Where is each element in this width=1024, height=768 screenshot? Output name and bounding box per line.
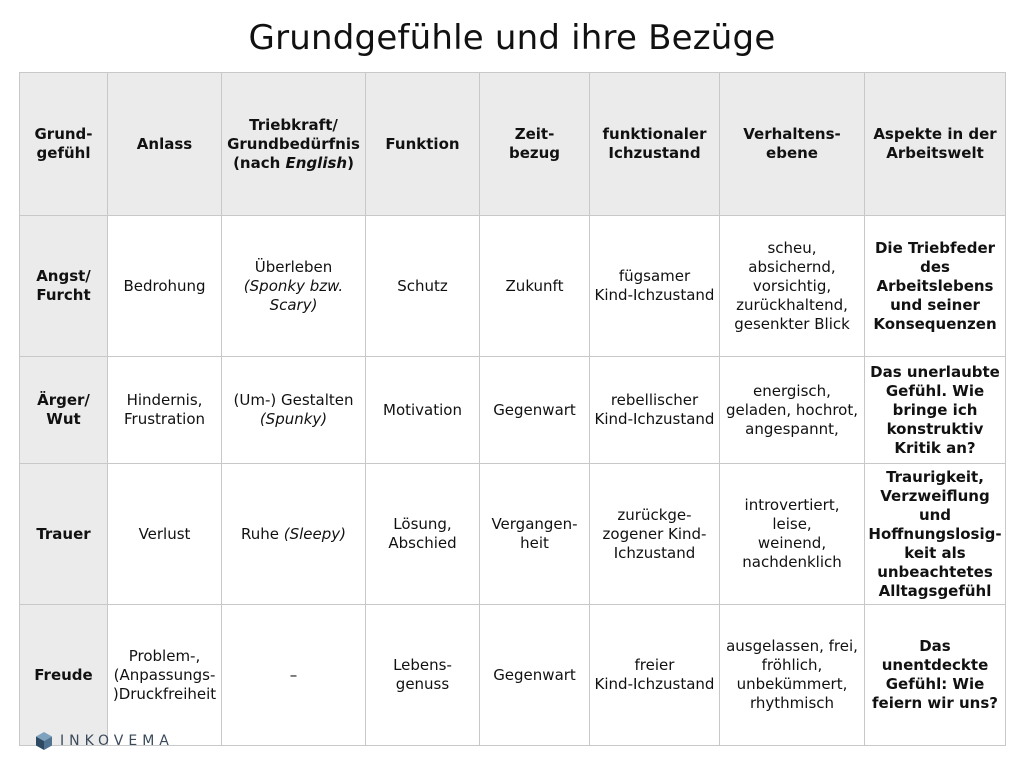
cell-aspekt: Traurigkeit, Verzweiflung und Hoffnungslosig- keit als unbeachtetes Alltagsgefühl <box>865 464 1006 605</box>
cell-aspekt: Das unerlaubte Gefühl. Wie bringe ich konstruktiv Kritik an? <box>865 357 1006 464</box>
cell-zeitbezug: Gegenwart <box>480 357 590 464</box>
table-row <box>20 605 1006 746</box>
cell-funktion: Motivation <box>366 357 480 464</box>
cell-funktion: Lösung, Abschied <box>366 464 480 605</box>
logo-text: INKOVEMA <box>60 733 174 749</box>
row-header-freude: Freude <box>20 605 108 746</box>
cell-anlass: Hindernis, Frustration <box>108 357 222 464</box>
header-row <box>20 73 1006 216</box>
emotions-table <box>19 72 1006 746</box>
cell-verhalten: scheu, absichernd, vorsichtig, zurückhaltend, gesenkter Blick <box>720 216 865 357</box>
header-grundgefuehl: Grund- gefühl <box>20 73 108 216</box>
table-row <box>20 216 1006 357</box>
cell-anlass: Bedrohung <box>108 216 222 357</box>
header-funktion: Funktion <box>366 73 480 216</box>
page-title: Grundgefühle und ihre Bezüge <box>248 18 776 58</box>
row-header-aerger: Ärger/ Wut <box>20 357 108 464</box>
cell-triebkraft: – <box>222 605 366 746</box>
cell-zeitbezug: Gegenwart <box>480 605 590 746</box>
row-header-angst: Angst/ Furcht <box>20 216 108 357</box>
cell-funktion: Schutz <box>366 216 480 357</box>
cell-verhalten: ausgelassen, frei, fröhlich, unbekümmert, rhythmisch <box>720 605 865 746</box>
cell-ichzustand: zurückge- zogener Kind- Ichzustand <box>590 464 720 605</box>
cell-ichzustand: freier Kind-Ichzustand <box>590 605 720 746</box>
header-zeitbezug: Zeit- bezug <box>480 73 590 216</box>
cell-zeitbezug: Zukunft <box>480 216 590 357</box>
header-triebkraft: Triebkraft/ Grundbedürfnis (nach English) <box>222 73 366 216</box>
cube-logo-icon <box>36 732 52 750</box>
header-aspekte: Aspekte in der Arbeitswelt <box>865 73 1006 216</box>
header-anlass: Anlass <box>108 73 222 216</box>
header-ichzustand: funktionaler Ichzustand <box>590 73 720 216</box>
cell-anlass: Verlust <box>108 464 222 605</box>
cell-zeitbezug: Vergangen- heit <box>480 464 590 605</box>
cell-ichzustand: rebellischer Kind-Ichzustand <box>590 357 720 464</box>
cell-verhalten: energisch, geladen, hochrot, angespannt, <box>720 357 865 464</box>
cell-triebkraft: (Um-) Gestalten (Spunky) <box>222 357 366 464</box>
cell-funktion: Lebens- genuss <box>366 605 480 746</box>
cell-anlass: Problem-, (Anpassungs- )Druckfreiheit <box>108 605 222 746</box>
cell-verhalten: introvertiert, leise, weinend, nachdenklich <box>720 464 865 605</box>
header-verhaltensebene: Verhaltens- ebene <box>720 73 865 216</box>
row-header-trauer: Trauer <box>20 464 108 605</box>
cell-aspekt: Das unentdeckte Gefühl: Wie feiern wir uns? <box>865 605 1006 746</box>
cell-triebkraft: Ruhe (Sleepy) <box>222 464 366 605</box>
table-row <box>20 464 1006 605</box>
cell-ichzustand: fügsamer Kind-Ichzustand <box>590 216 720 357</box>
cell-aspekt: Die Triebfeder des Arbeitslebens und seiner Konsequenzen <box>865 216 1006 357</box>
inkovema-logo <box>36 731 174 751</box>
table-row <box>20 357 1006 464</box>
cell-triebkraft: Überleben (Sponky bzw. Scary) <box>222 216 366 357</box>
